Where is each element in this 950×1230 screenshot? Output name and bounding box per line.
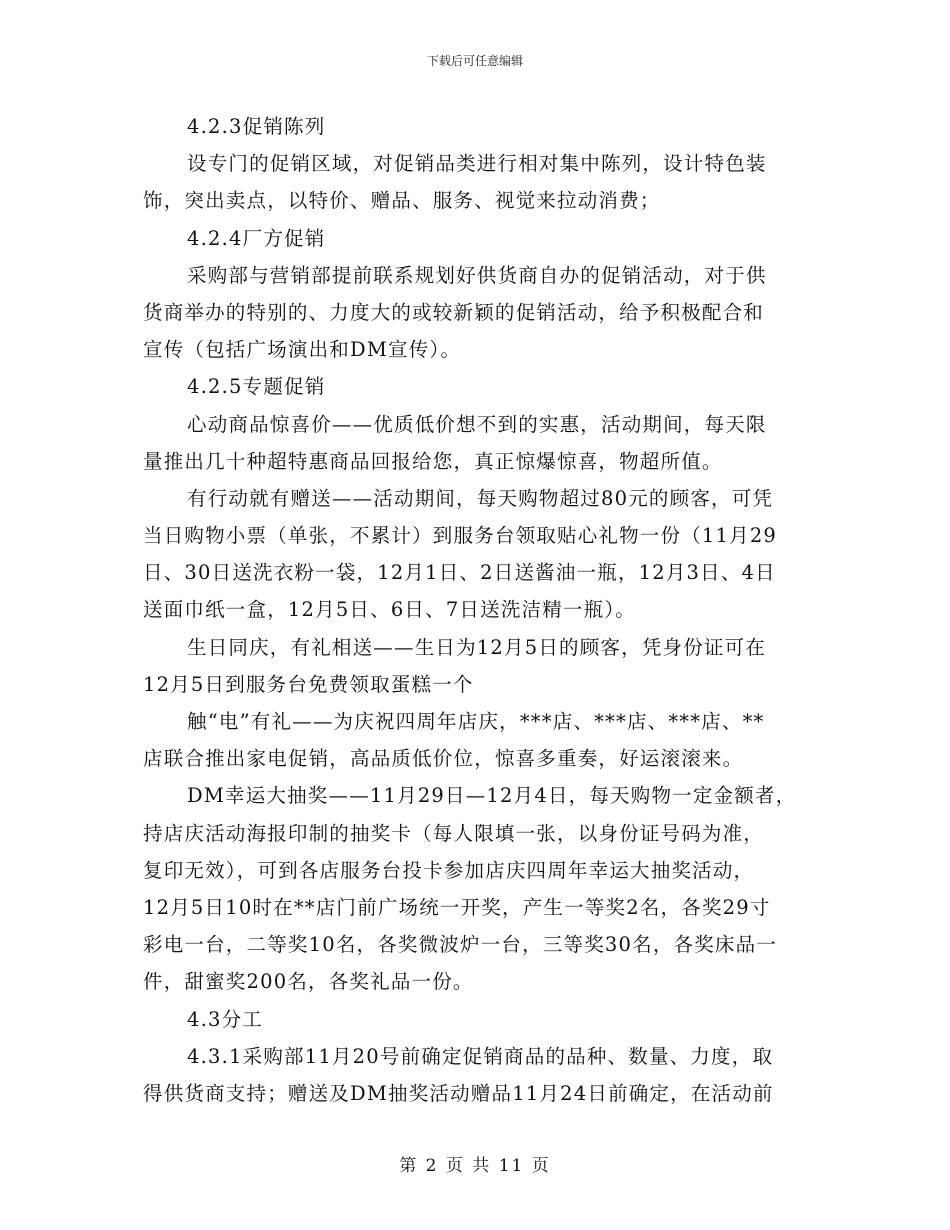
page-footer: 第 2 页 共 11 页 xyxy=(399,1156,551,1176)
text-line: 12月5日10时在**店门前广场统一开奖，产生一等奖2名，各奖29寸 xyxy=(143,895,771,919)
text-line: 生日同庆，有礼相送——生日为12月5日的顾客，凭身份证可在 xyxy=(187,635,767,659)
text-line: 设专门的促销区域，对促销品类进行相对集中陈列，设计特色装 xyxy=(187,152,767,176)
document-body xyxy=(143,108,807,1112)
text-line: 4.2.5专题促销 xyxy=(187,375,326,399)
text-line: 得供货商支持；赠送及DM抽奖活动赠品11月24日前确定，在活动前 xyxy=(143,1081,774,1105)
text-line: 日、30日送洗衣粉一袋，12月1日、2日送酱油一瓶，12月3日、4日 xyxy=(143,561,776,585)
text-line: 12月5日到服务台免费领取蛋糕一个 xyxy=(143,672,474,696)
text-line: 店联合推出家电促销，高品质低价位，惊喜多重奏，好运滚滚来。 xyxy=(143,747,744,771)
text-line: 当日购物小票（单张，不累计）到服务台领取贴心礼物一份（11月29 xyxy=(143,524,778,548)
text-line: 持店庆活动海报印制的抽奖卡（每人限填一张，以身份证号码为准， xyxy=(143,821,765,845)
text-line: 货商举办的特别的、力度大的或较新颖的促销活动，给予积极配合和 xyxy=(143,300,765,324)
text-line: 采购部与营销部提前联系规划好供货商自办的促销活动，对于供 xyxy=(187,263,767,287)
text-line: 件，甜蜜奖200名，各奖礼品一份。 xyxy=(143,970,474,994)
text-line: 触“电”有礼——为庆祝四周年店庆，***店、***店、***店、** xyxy=(187,710,765,733)
text-line: 送面巾纸一盒，12月5日、6日、7日送洗洁精一瓶）。 xyxy=(143,598,636,622)
text-line: 量推出几十种超特惠商品回报给您，真正惊爆惊喜，物超所值。 xyxy=(143,449,723,473)
text-line: 4.2.4厂方促销 xyxy=(187,226,326,250)
text-line: 宣传（包括广场演出和DM宣传）。 xyxy=(143,338,462,362)
text-line: 4.2.3促销陈列 xyxy=(187,115,326,138)
text-line: 彩电一台，二等奖10名，各奖微波炉一台，三等奖30名，各奖床品一 xyxy=(143,933,778,957)
text-line: 4.3分工 xyxy=(187,1007,264,1031)
text-line: 复印无效），可到各店服务台投卡参加店庆四周年幸运大抽奖活动， xyxy=(143,858,755,882)
text-line: DM幸运大抽奖——11月29日—12月4日，每天购物一定金额者， xyxy=(187,784,797,808)
text-line: 有行动就有赠送——活动期间，每天购物超过80元的顾客，可凭 xyxy=(187,486,774,510)
text-line: 4.3.1采购部11月20号前确定促销商品的品种、数量、力度，取 xyxy=(187,1044,774,1068)
page-header: 下载后可任意编辑 xyxy=(426,54,523,68)
text-line: 心动商品惊喜价——优质低价想不到的实惠，活动期间，每天限 xyxy=(187,412,767,436)
text-line: 饰，突出卖点，以特价、赠品、服务、视觉来拉动消费； xyxy=(143,189,661,213)
